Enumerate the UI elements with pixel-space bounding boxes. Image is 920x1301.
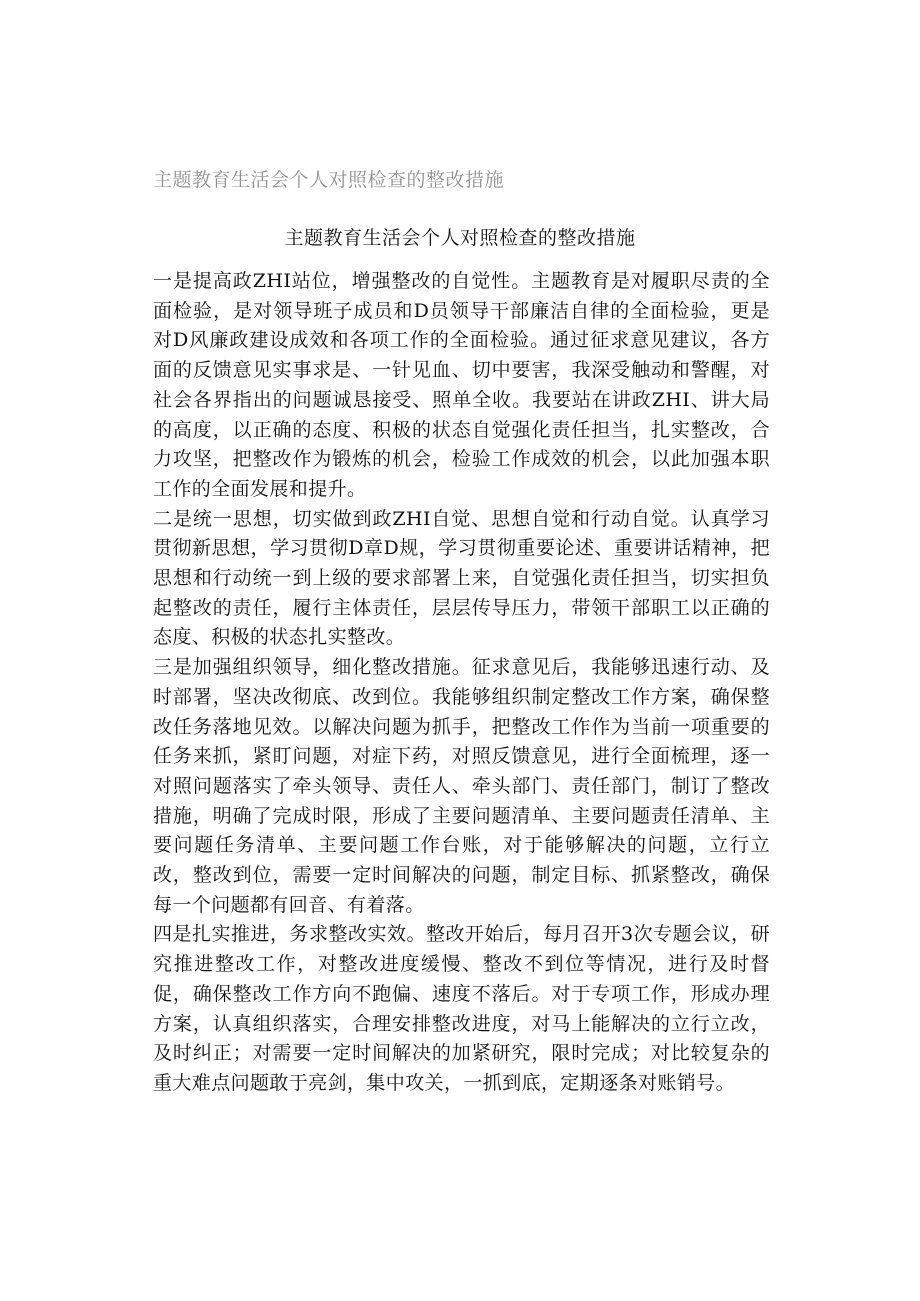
document-header-title: 主题教育生活会个人对照检查的整改措施 (153, 169, 505, 191)
paragraph-3: 三是加强组织领导，细化整改措施。征求意见后，我能够迅速行动、及时部署，坚决改彻底、改到位。我能够组织制定整改工作方案，确保整改任务落地见效。以解决问题为抓手，把整改工作作为当前一项重要的任务来抓，紧盯问题，对症下药，对照反馈意见，进行全面梳理，逐一对照问题落实了牵头领导、责任人、牵头部门、责任部门，制订了整改措施，明确了完成时限，形成了主要问题清单、主要问题责任清单、主要问题任务清单、主要问题工作台账，对于能够解决的问题，立行立改，整改到位，需要一定时间解决的问题，制定目标、抓紧整改，确保每一个问题都有回音、有着落。 (153, 656, 770, 916)
paragraph-4: 四是扎实推进，务求整改实效。整改开始后，每月召开3次专题会议，研究推进整改工作，对整改进度缓慢、整改不到位等情况，进行及时督促，确保整改工作方向不跑偏、速度不落后。对于专项工作，形成办理方案，认真组织落实，合理安排整改进度，对马上能解决的立行立改，及时纠正；对需要一定时间解决的加紧研究，限时完成；对比较复杂的重大难点问题敢于亮剑，集中攻关，一抓到底，定期逐条对账销号。 (153, 923, 770, 1094)
paragraph-2: 二是统一思想，切实做到政ZHI自觉、思想自觉和行动自觉。认真学习贯彻新思想，学习贯彻D章D规，学习贯彻重要论述、重要讲话精神，把思想和行动统一到上级的要求部署上来，自觉强化责任担当，切实担负起整改的责任，履行主体责任，层层传导压力，带领干部职工以正确的态度、积极的状态扎实整改。 (153, 507, 770, 649)
document-body (153, 267, 770, 1099)
document-title: 主题教育生活会个人对照检查的整改措施 (284, 227, 636, 249)
paragraph-1: 一是提高政ZHI站位，增强整改的自觉性。主题教育是对履职尽责的全面检验，是对领导班子成员和D员领导干部廉洁自律的全面检验，更是对D风廉政建设成效和各项工作的全面检验。通过征求意见建议，各方面的反馈意见实事求是、一针见血、切中要害，我深受触动和警醒，对社会各界指出的问题诚恳接受、照单全收。我要站在讲政ZHI、讲大局的高度，以正确的态度、积极的状态自觉强化责任担当，扎实整改，合力攻坚，把整改作为锻炼的机会，检验工作成效的机会，以此加强本职工作的全面发展和提升。 (153, 270, 770, 500)
